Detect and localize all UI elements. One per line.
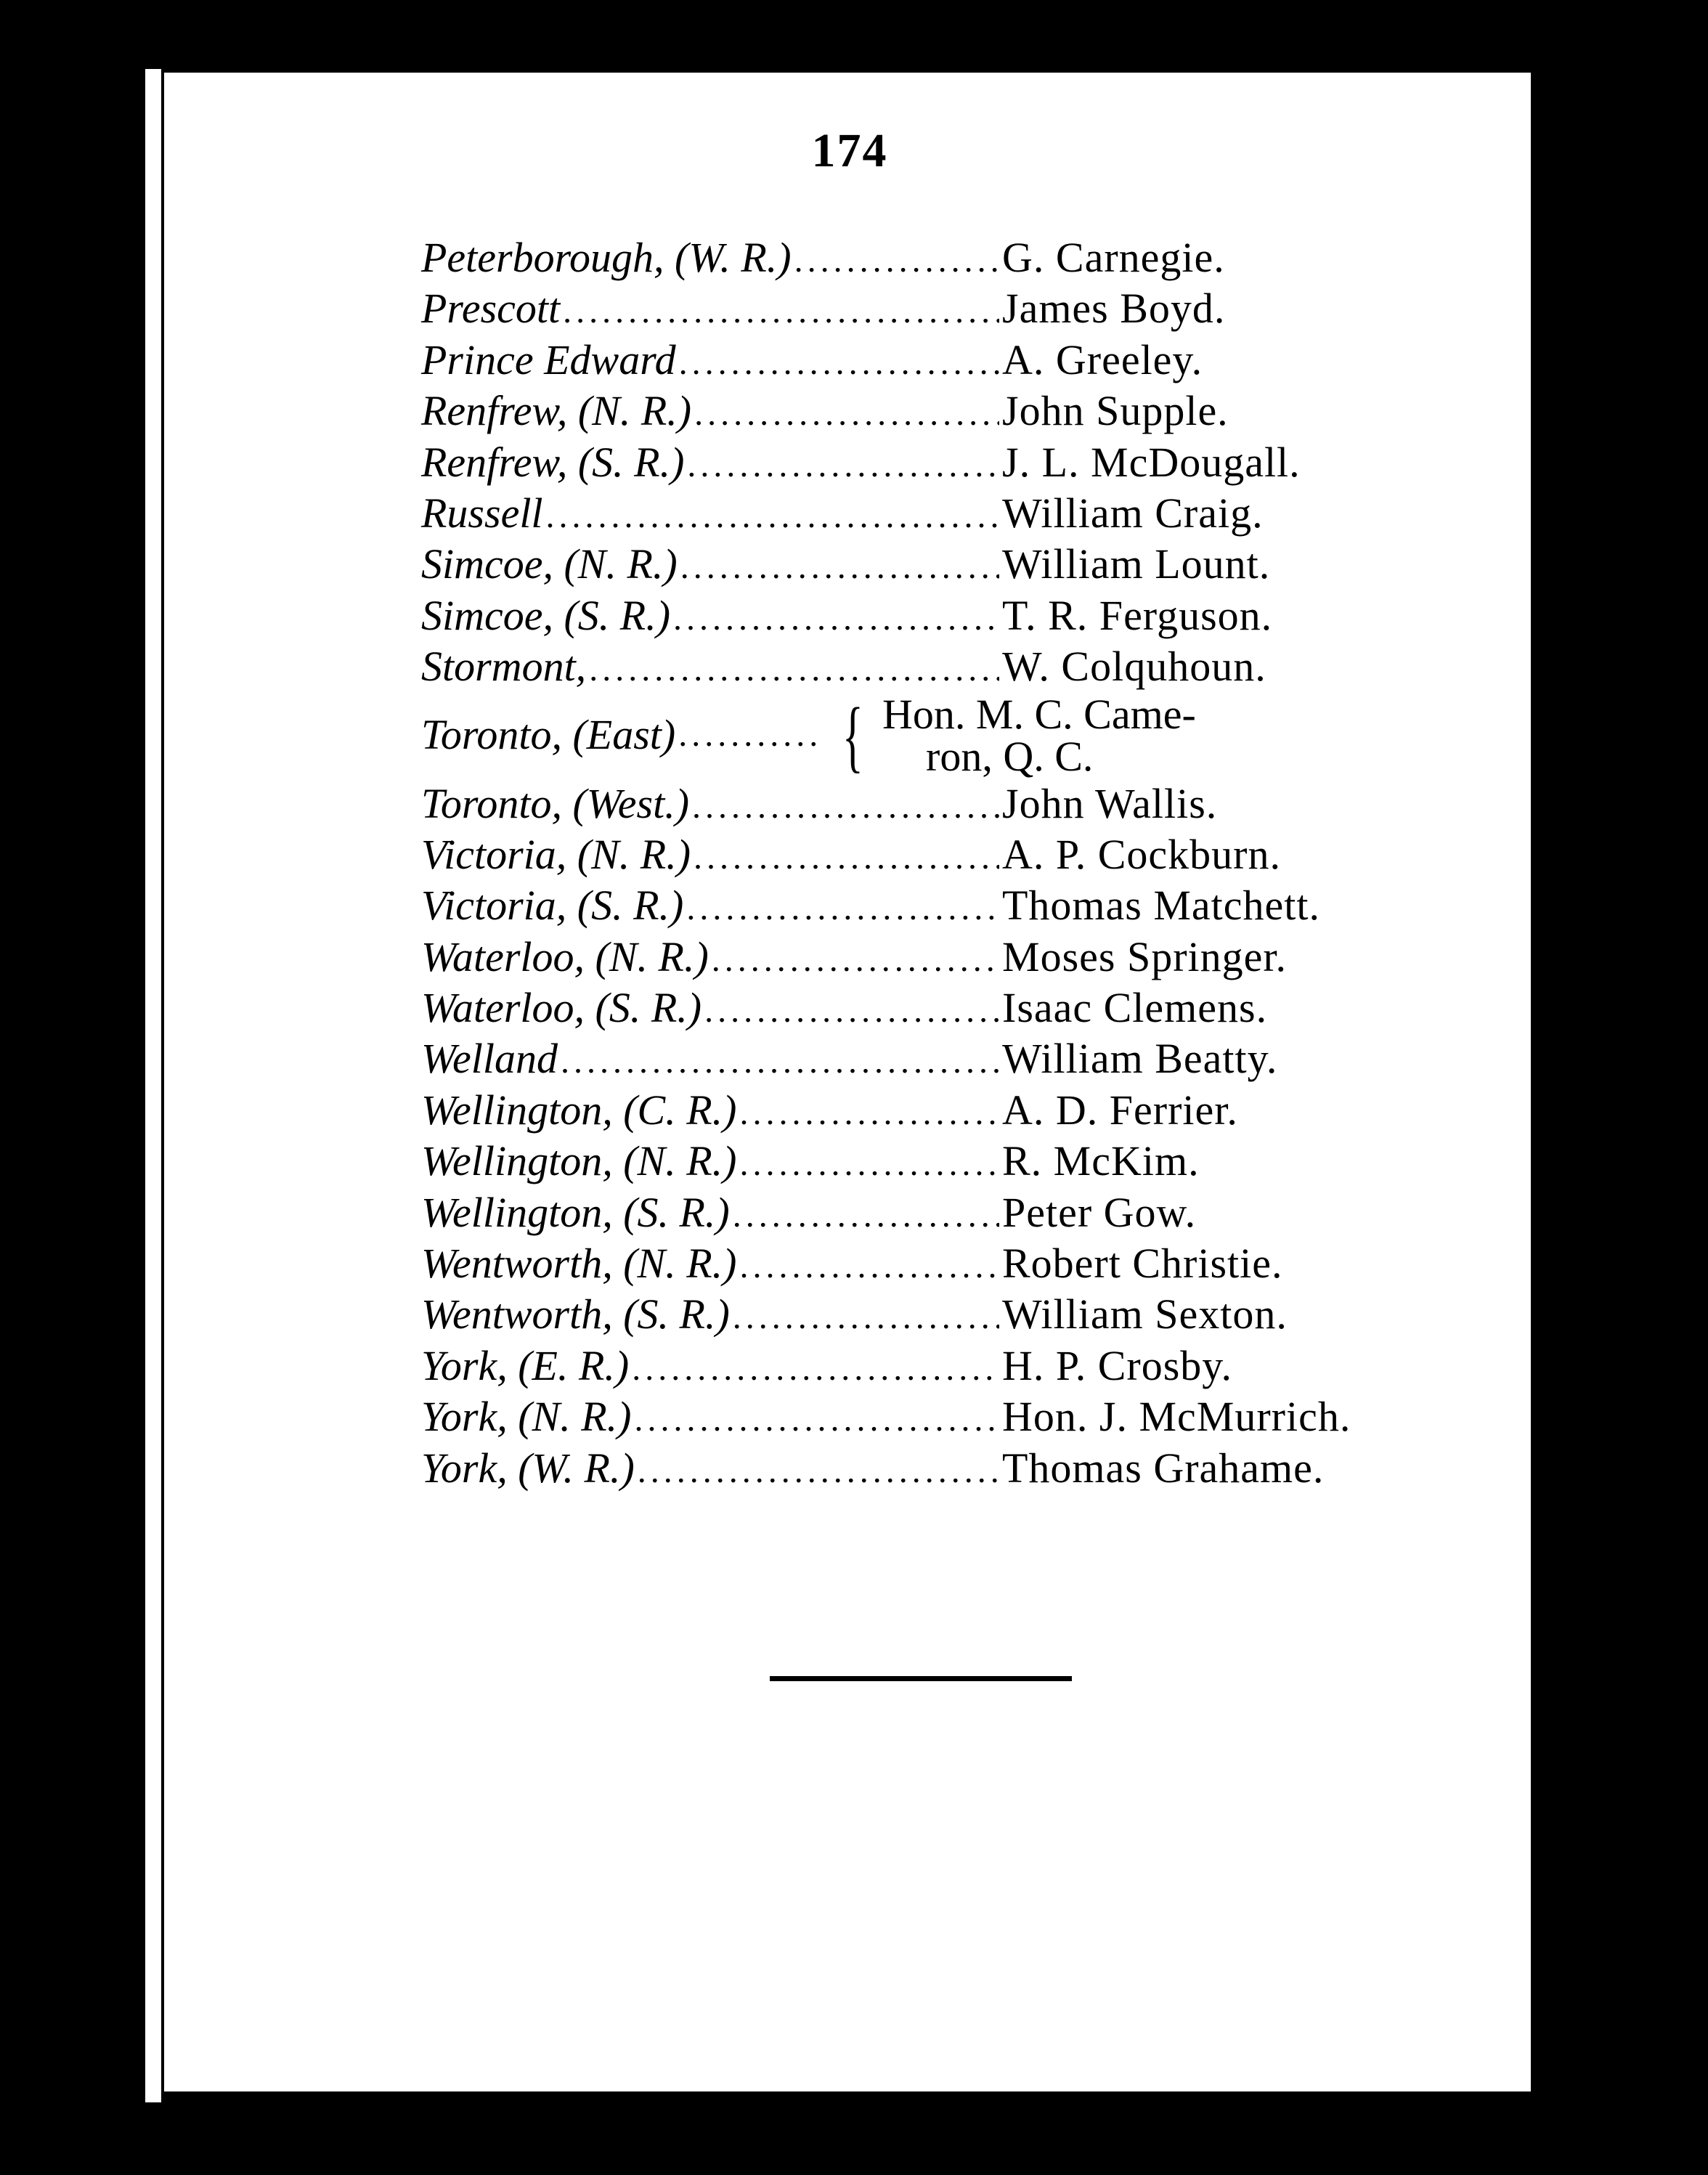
district-name: Simcoe, (N. R.) [421,540,678,588]
district-name: Waterloo, (S. R.) [421,984,702,1032]
district-name: Peterborough, (W. R.) [421,234,792,281]
member-name: R. McKim. [1002,1137,1200,1185]
district-name: Waterloo, (N. R.) [421,932,709,980]
district-name: Simcoe, (S. R.) [421,591,671,639]
member-list [421,232,1438,1494]
list-item [421,1187,1438,1238]
district-name: Stormont, [421,643,587,691]
district-name: Renfrew, (N. R.) [421,387,692,435]
member-name-line: Hon. M. C. Came- [882,690,1196,738]
district-name: Wentworth, (N. R.) [421,1240,737,1288]
leader-dots [694,389,999,439]
member-name: Hon. J. McMurrich. [1002,1393,1351,1441]
leader-dots [561,1036,999,1087]
member-name: John Supple. [1002,387,1229,435]
member-name: A. P. Cockburn. [1002,830,1281,878]
member-name: Moses Springer. [1002,932,1287,980]
member-name: Peter Gow. [1002,1188,1197,1236]
list-item [421,1443,1438,1494]
member-name: William Sexton. [1002,1290,1288,1338]
leader-dots [739,1088,999,1139]
list-item [421,690,1438,780]
district-name: Victoria, (N. R.) [421,830,691,878]
member-name: A. Greeley. [1002,336,1203,383]
member-name: J. L. McDougall. [1002,438,1301,486]
member-name: W. Colquhoun. [1002,643,1266,691]
list-item [421,1085,1438,1136]
list-item [421,1238,1438,1289]
member-name: William Beatty. [1002,1035,1278,1083]
district-name: York, (N. R.) [421,1393,632,1441]
list-item [421,778,1438,829]
leader-dots [679,338,999,389]
closing-rule [770,1676,1072,1681]
member-name: Thomas Matchett. [1002,882,1321,930]
leader-dots [687,440,999,491]
district-name: Wentworth, (S. R.) [421,1290,730,1338]
district-name: Wellington, (C. R.) [421,1086,737,1134]
leader-dots [635,1394,1000,1445]
leader-dots [632,1343,999,1394]
list-item [421,1289,1438,1340]
list-item [421,880,1438,931]
member-name: William Lount. [1002,540,1271,588]
district-name: Wellington, (S. R.) [421,1188,730,1236]
leader-dots [546,491,999,542]
list-item [421,590,1438,641]
leader-dots [673,593,999,644]
district-name: Wellington, (N. R.) [421,1137,737,1185]
leader-dots [686,883,999,934]
list-item [421,1391,1438,1442]
district-name: York, (E. R.) [421,1341,630,1389]
district-name: Renfrew, (S. R.) [421,438,685,486]
leader-dots [712,935,999,985]
list-item [421,1136,1438,1187]
leader-dots [589,644,999,695]
leader-dots [678,710,816,760]
page-number: 174 [811,124,888,177]
list-item [421,1033,1438,1084]
list-item [421,437,1438,488]
list-item [421,386,1438,436]
leader-dots [704,985,999,1036]
district-name: Prescott [421,285,561,333]
leader-dots [563,286,999,337]
district-name: Victoria, (S. R.) [421,882,684,930]
member-name: Robert Christie. [1002,1240,1283,1288]
leader-dots [733,1292,999,1343]
page-binding-edge [142,69,164,2102]
list-item [421,283,1438,334]
list-item [421,232,1438,283]
leader-dots [680,542,999,593]
member-name-line: ron, Q. C. [926,732,1094,780]
brace-icon: { [842,691,864,780]
leader-dots [638,1446,999,1497]
list-item [421,932,1438,983]
leader-dots [794,235,999,286]
page-right-margin [1531,44,1548,2099]
member-name [882,690,1318,780]
district-name: Welland [421,1035,558,1083]
district-name: Toronto, (West.) [421,779,690,827]
member-name: A. D. Ferrier. [1002,1086,1238,1134]
district-name: York, (W. R.) [421,1444,635,1492]
list-item [421,983,1438,1033]
list-item [421,1341,1438,1391]
member-name: G. Carnegie. [1002,234,1225,281]
leader-dots [733,1190,999,1241]
list-item [421,539,1438,590]
list-item [421,641,1438,692]
district-name: Toronto, (East) [421,711,676,759]
list-item [421,488,1438,539]
leader-dots [739,1241,999,1292]
leader-dots [739,1139,999,1190]
list-item [421,335,1438,386]
district-name: Prince Edward [421,336,676,383]
member-name: William Craig. [1002,489,1264,537]
member-name: Thomas Grahame. [1002,1444,1325,1492]
member-name: T. R. Ferguson. [1002,591,1273,639]
list-item [421,829,1438,880]
member-name: Isaac Clemens. [1002,984,1268,1032]
leader-dots [694,832,999,883]
leader-dots [692,781,999,832]
member-name: James Boyd. [1002,285,1226,333]
district-name: Russell [421,489,543,537]
member-name: John Wallis. [1002,779,1218,827]
member-name: H. P. Crosby. [1002,1341,1233,1389]
